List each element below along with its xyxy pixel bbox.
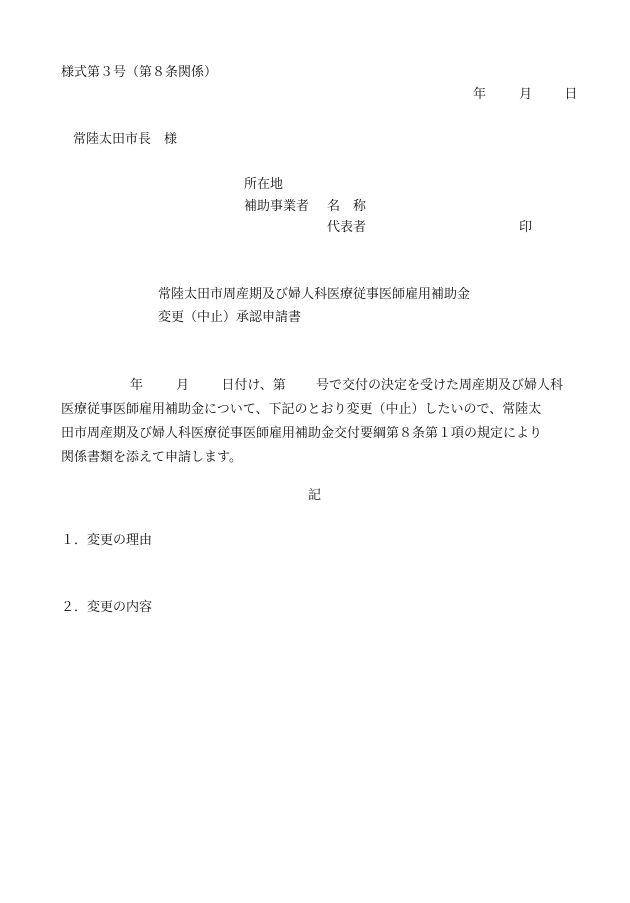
document-title-line2: 変更（中止）承認申請書: [158, 310, 302, 325]
body-line-4: 関係書類を添えて申請します。: [61, 450, 242, 465]
business-label: 補助事業者: [244, 199, 310, 214]
item-change-content: ２．変更の内容: [61, 600, 153, 615]
body-line-2: 医療従事医師雇用補助金について、下記のとおり変更（中止）したいので、常陸太: [61, 402, 542, 417]
body-paragraph: [61, 374, 581, 470]
item-change-reason: １．変更の理由: [61, 533, 153, 548]
body-year: 年: [130, 378, 144, 393]
body-line-3: 田市周産期及び婦人科医療従事医師雇用補助金交付要綱第８条第１項の規定により: [61, 426, 543, 441]
date-year: 年: [473, 87, 487, 102]
record-heading: 記: [308, 488, 322, 503]
body-month: 月: [176, 378, 190, 393]
addressee: 常陸太田市長 様: [73, 132, 178, 147]
date-month: 月: [519, 87, 533, 102]
date-day: 日: [564, 87, 578, 102]
seal-label: 印: [519, 220, 533, 235]
name-label: 名 称: [327, 199, 367, 214]
date-line: [473, 86, 577, 104]
location-label: 所在地: [244, 177, 284, 192]
representative-label: 代表者: [327, 220, 367, 235]
form-number-label: 様式第３号（第８条関係）: [61, 65, 218, 80]
body-line-1: [61, 374, 581, 398]
document-title-line1: 常陸太田市周産期及び婦人科医療従事医師雇用補助金: [158, 287, 471, 302]
body-day-text: 日付け、第: [221, 378, 286, 393]
body-line1-rest: 号で交付の決定を受けた周産期及び婦人科: [315, 378, 563, 393]
